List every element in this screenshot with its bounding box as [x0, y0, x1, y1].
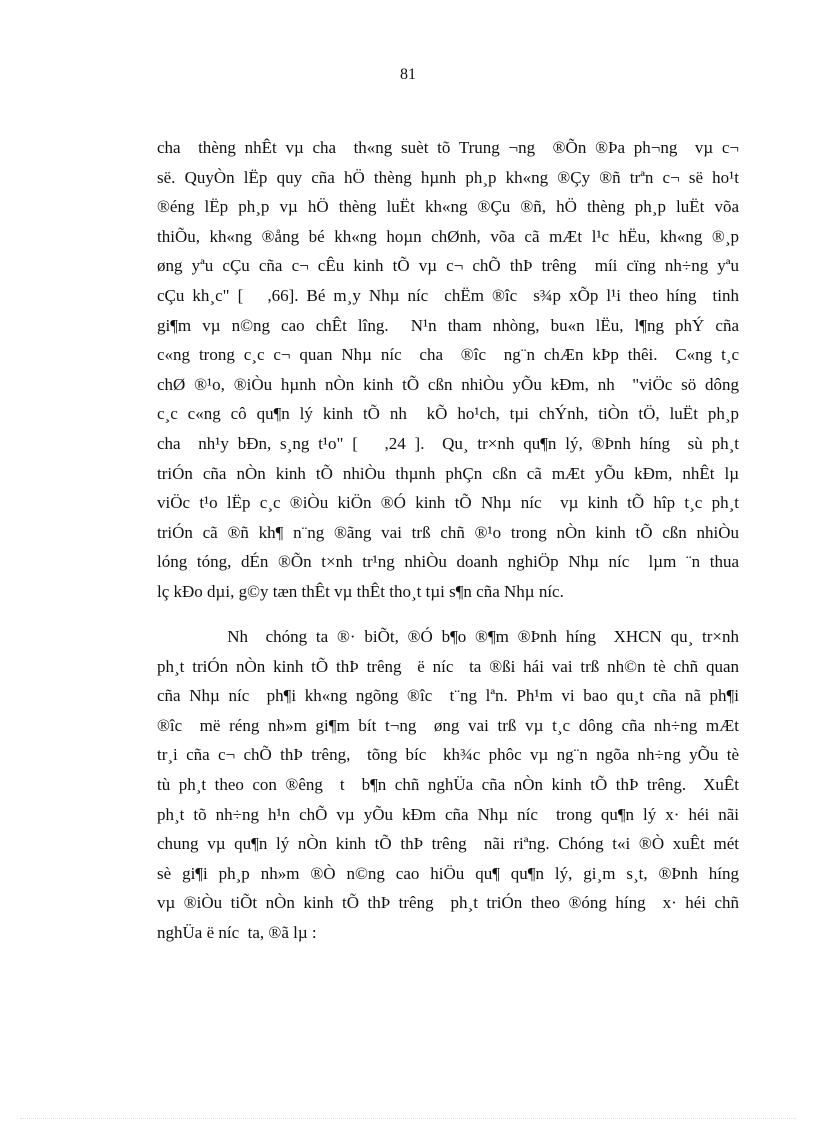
text-line: gi¶m vµ n©ng cao chÊt lîng. N¹n tham nhòng, bu«n lËu, l¶ng phÝ cña [157, 315, 739, 335]
text-line: chung vµ qu¶n lý nÒn kinh tÕ thÞ trêng nãi riªng. Chóng t«i ®Ò xuÊt mét [157, 834, 739, 854]
text-line: chØ ®¹o, ®iÒu hµnh nÒn kinh tÕ cßn nhiÒu yÕu kÐm, nh "viÖc sö dông [157, 374, 739, 394]
text-line: triÓn cã ®ñ kh¶ n¨ng ®ãng vai trß chñ ®¹o trong nÒn kinh tÕ cßn nhiÒu [157, 522, 739, 542]
text-line: øng yªu cÇu cña c¬ cÊu kinh tÕ vµ c¬ chÕ thÞ trêng míi cïng nh÷ng yªu [157, 256, 739, 276]
text-line: tù ph¸t theo con ®êng t b¶n chñ nghÜa cña nÒn kinh tÕ thÞ trêng. XuÊt [157, 774, 739, 794]
text-line: nghÜa ë níc ta, ®ã lµ : [157, 922, 317, 942]
page-number: 81 [400, 66, 416, 83]
text-line: ph¸t triÓn nÒn kinh tÕ thÞ trêng ë níc ta ®ßi hái vai trß nh©n tè chñ quan [157, 656, 739, 676]
text-line: vµ ®iÒu tiÕt nÒn kinh tÕ thÞ trêng ph¸t triÓn theo ®óng híng x· héi chñ [157, 893, 739, 913]
text-line: sè gi¶i ph¸p nh»m ®Ò n©ng cao hiÖu qu¶ qu¶n lý, gi¸m s¸t, ®Þnh híng [157, 863, 739, 883]
text-line: Nh chóng ta ®· biÕt, ®Ó b¶o ®¶m ®Þnh híng XHCN qu¸ tr×nh [157, 627, 739, 646]
paragraph-1 [157, 133, 739, 607]
text-line: cÇu kh¸c" [ ,66]. Bé m¸y Nhµ níc chËm ®îc s¾p xÕp l¹i theo híng tinh [157, 285, 739, 305]
text-line: lç kÐo dµi, g©y tæn thÊt vµ thÊt tho¸t tµi s¶n cña Nhµ níc. [157, 581, 564, 601]
text-line: së. QuyÒn lËp quy cña hÖ thèng hµnh ph¸p kh«ng ®Çy ®ñ trªn c¬ së ho¹t [157, 167, 739, 187]
text-line: cña Nhµ níc ph¶i kh«ng ngõng ®îc t¨ng lªn. Ph¹m vi bao qu¸t cña nã ph¶i [157, 686, 739, 706]
text-line: cha thèng nhÊt vµ cha th«ng suèt tõ Trung ¬ng ®Õn ®Þa ph¬ng vµ c¬ [157, 138, 739, 157]
text-line: lóng tóng, dÉn ®Õn t×nh tr¹ng nhiÒu doanh nghiÖp Nhµ níc lµm ¨n thua [157, 552, 739, 572]
page-bottom-divider [20, 1118, 796, 1119]
text-line: ®îc më réng nh»m gi¶m bít t¬ng øng vai trß vµ t¸c dông cña nh÷ng mÆt [157, 715, 739, 735]
text-line: ph¸t tõ nh÷ng h¹n chÕ vµ yÕu kÐm cña Nhµ níc trong qu¶n lý x· héi nãi [157, 804, 739, 824]
text-line: triÓn cña nÒn kinh tÕ nhiÒu thµnh phÇn cßn cã mÆt yÕu kÐm, nhÊt lµ [157, 463, 739, 483]
text-line: ®éng lËp ph¸p vµ hÖ thèng luËt kh«ng ®Çu ®ñ, hÖ thèng ph¸p luËt võa [157, 197, 739, 217]
text-line: c«ng trong c¸c c¬ quan Nhµ níc cha ®îc ng¨n chÆn kÞp thêi. C«ng t¸c [157, 345, 739, 365]
text-line: viÖc t¹o lËp c¸c ®iÒu kiÖn ®Ó kinh tÕ Nhµ níc vµ kinh tÕ hîp t¸c ph¸t [157, 493, 739, 513]
text-line: c¸c c«ng cô qu¶n lý kinh tÕ nh kÕ ho¹ch, tµi chÝnh, tiÒn tÖ, luËt ph¸p [157, 404, 739, 424]
text-line: cha nh¹y bÐn, s¸ng t¹o" [ ,24 ]. Qu¸ tr×nh qu¶n lý, ®Þnh híng sù ph¸t [157, 433, 739, 453]
text-line: tr¸i cña c¬ chÕ thÞ trêng, tõng bíc kh¾c phôc vµ ng¨n ngõa nh÷ng yÕu tè [157, 745, 739, 765]
text-line: thiÕu, kh«ng ®ång bé kh«ng hoµn chØnh, võa cã mÆt l¹c hËu, kh«ng ®¸p [157, 226, 739, 246]
paragraph-2 [157, 622, 739, 948]
